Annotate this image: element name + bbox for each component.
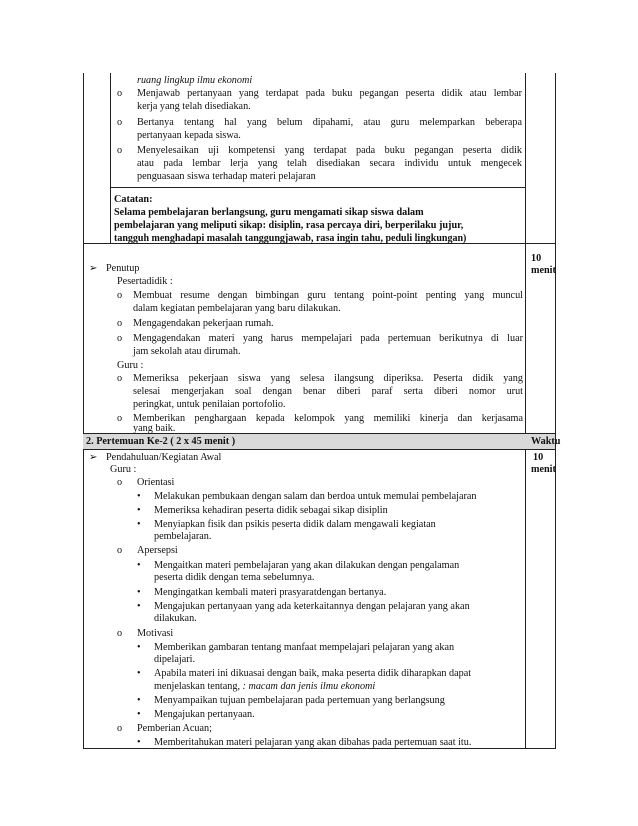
penutup-time-unit: menit (531, 265, 556, 276)
orientasi-item-3-line-2: pembelajaran. (154, 531, 212, 542)
top-item-3-line-1: Menyelesaikan uji kompetensi yang terdapat pada buku pegangan peserta didik (137, 145, 522, 156)
pertemuan-guru-label: Guru : (110, 464, 137, 475)
guru-item-2-line-1: Memberikan penghargaan kepada kelompok yang memiliki kinerja dan kerjasama (133, 413, 523, 424)
pendahuluan-time-number: 10 (533, 452, 544, 463)
peserta-item-1-line-2: dalam kegiatan pembelajaran yang baru dilakukan. (133, 303, 341, 314)
guru-label: Guru : (117, 360, 144, 371)
dot-bullet: • (137, 737, 141, 748)
top-item-2-line-2: pertanyaan kepada siswa. (137, 130, 241, 141)
peserta-item-3-line-2: jam sekolah atau dirumah. (133, 346, 241, 357)
list-bullet: o (117, 333, 123, 344)
orientasi-item-3-line-1: Menyiapkan fisik dan psikis peserta didik dalam mengawali kegiatan (154, 519, 436, 530)
list-bullet: o (117, 413, 123, 424)
pendahuluan-arrow-icon: ➢ (89, 452, 98, 463)
motivasi-item-3: Menyampaikan tujuan pembelajaran pada pertemuan yang berlangsung (154, 695, 445, 706)
dot-bullet: • (137, 587, 141, 598)
dot-bullet: • (137, 642, 141, 653)
peserta-didik-label: Pesertadidik : (117, 276, 173, 287)
acuan-item-1: Memberitahukan materi pelajaran yang akan dibahas pada pertemuan saat itu. (154, 737, 472, 748)
catatan-line-2: pembelajaran yang meliputi sikap: disiplin, rasa percaya diri, berperilaku jujur, (114, 220, 464, 231)
list-bullet: o (117, 88, 123, 99)
dot-bullet: • (137, 601, 141, 612)
dot-bullet: • (137, 668, 141, 679)
top-item-1-line-1: Menjawab pertanyaan yang terdapat pada buku pegangan peserta didik atau lembar (137, 88, 522, 99)
pendahuluan-time-unit: menit (531, 464, 556, 475)
list-bullet: o (117, 318, 123, 329)
apersepsi-item-3-line-1: Mengajukan pertanyaan yang ada keterkaitannya dengan pelajaran yang akan (154, 601, 470, 612)
list-bullet: o (117, 723, 123, 734)
apersepsi-title: Apersepsi (137, 545, 178, 556)
list-bullet: o (117, 477, 123, 488)
orientasi-item-1: Melakukan pembukaan dengan salam dan berdoa untuk memulai pembelajaran (154, 491, 477, 502)
catatan-title: Catatan: (114, 194, 153, 205)
inner-column-left (110, 73, 111, 243)
pendahuluan-title: Pendahuluan/Kegiatan Awal (106, 452, 222, 463)
catatan-line-3: tangguh menghadapi masalah tanggungjawab, rasa ingin tahu, peduli lingkungan) (114, 233, 467, 244)
acuan-title: Pemberian Acuan; (137, 723, 212, 734)
dot-bullet: • (137, 695, 141, 706)
motivasi-title: Motivasi (137, 628, 174, 639)
dot-bullet: • (137, 709, 141, 720)
top-item-3-line-2: atau pada lembar lerja yang telah disediakan secara individu untuk mengecek (137, 158, 522, 169)
motivasi-item-2-topic: : macam dan jenis ilmu ekonomi (242, 681, 376, 692)
catatan-line-1: Selama pembelajaran berlangsung, guru mengamati sikap siswa dalam (114, 207, 424, 218)
list-bullet: o (117, 145, 123, 156)
table-border-left (83, 73, 84, 749)
pertemuan-2-heading: 2. Pertemuan Ke-2 ( 2 x 45 menit ) (86, 436, 236, 447)
guru-item-1-line-1: Memeriksa pekerjaan siswa yang selesa ilangsung diperiksa. Peserta didik yang (133, 373, 523, 384)
dot-bullet: • (137, 491, 141, 502)
guru-item-1-line-2: selesai mengerjakan soal dengan benar diberi paraf serta diberi nomor urut (133, 386, 523, 397)
list-bullet: o (117, 373, 123, 384)
peserta-item-2-line-1: Mengagendakan pekerjaan rumah. (133, 318, 274, 329)
motivasi-item-2-line-1: Apabila materi ini dikuasai dengan baik, maka peserta didik diharapkan dapat (154, 668, 472, 679)
peserta-item-3-line-1: Mengagendakan materi yang harus mempelajari pada pertemuan berikutnya di luar (133, 333, 523, 344)
apersepsi-item-2: Mengingatkan kembali materi prasyaratdengan bertanya. (154, 587, 387, 598)
list-bullet: o (117, 628, 123, 639)
guru-item-1-line-3: peringkat, untuk penilaian portofolio. (133, 399, 286, 410)
top-item-2-line-1: Bertanya tentang hal yang belum dipahami, atau guru melemparkan beberapa (137, 117, 522, 128)
pertemuan-heading-bottom-border (83, 449, 555, 450)
dot-bullet: • (137, 505, 141, 516)
dot-bullet: • (137, 519, 141, 530)
motivasi-item-2-prefix: menjelaskan tentang, (154, 681, 240, 692)
motivasi-item-1-line-1: Memberikan gambaran tentang manfaat mempelajari pelajaran yang akan (154, 642, 455, 653)
list-bullet: o (117, 290, 123, 301)
guru-item-2-line-2: yang baik. (133, 423, 176, 434)
inner-column-right (525, 73, 526, 243)
catatan-top-border (110, 187, 525, 188)
motivasi-item-1-line-2: dipelajari. (154, 654, 196, 665)
top-item-3-line-3: penguasaan siswa terhadap materi pelajaran (137, 171, 316, 182)
penutup-title: Penutup (106, 263, 140, 274)
waktu-heading: Waktu (531, 436, 561, 447)
orientasi-item-2: Memeriksa kehadiran peserta didik sebagai sikap disiplin (154, 505, 388, 516)
dot-bullet: • (137, 560, 141, 571)
list-bullet: o (117, 545, 123, 556)
apersepsi-item-1-line-2: peserta didik dengan tema sebelumnya. (154, 572, 315, 583)
peserta-item-1-line-1: Membuat resume dengan bimbingan guru tentang point-point penting yang muncul (133, 290, 523, 301)
penutup-arrow-icon: ➢ (89, 263, 98, 274)
top-item-1-line-2: kerja yang telah disediakan. (137, 101, 251, 112)
list-bullet: o (117, 117, 123, 128)
apersepsi-item-1-line-1: Mengaitkan materi pembelajaran yang akan dilakukan dengan pengalaman (154, 560, 460, 571)
motivasi-item-2-line-2 (154, 681, 375, 693)
motivasi-item-4: Mengajukan pertanyaan. (154, 709, 255, 720)
penutup-time-number: 10 (531, 253, 542, 264)
apersepsi-item-3-line-2: dilakukan. (154, 613, 197, 624)
orientasi-title: Orientasi (137, 477, 175, 488)
ruang-lingkup-line: ruang lingkup ilmu ekonomi (137, 75, 253, 86)
table-border-right (555, 73, 556, 749)
